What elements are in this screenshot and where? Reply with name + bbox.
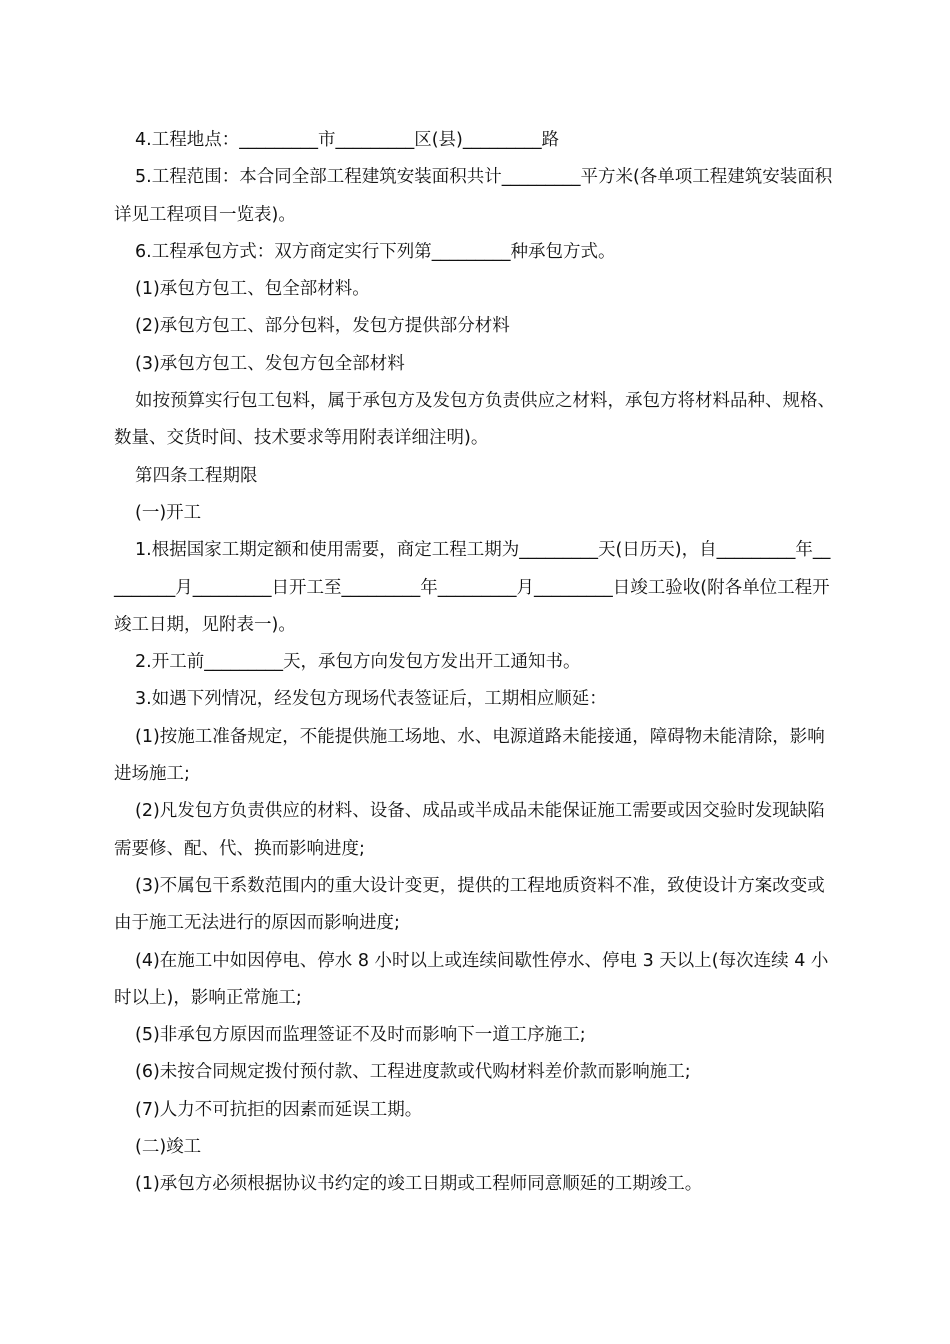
extension-item-5: (5)非承包方原因而监理签证不及时而影响下一道工序施工; (135, 1025, 586, 1046)
section-heading-article-4: 第四条工程期限 (135, 465, 258, 486)
clause-duration: 1.根据国家工期定额和使用需要，商定工程工期为_________天(日历天)，自_________年_________月_________日开工至_________年_________月_________日竣工验收(附各单位工程开竣工日期，见附表一)。 (114, 540, 831, 635)
subsection-heading-start: (一)开工 (135, 502, 202, 523)
material-note: 如按预算实行包工包料，属于承包方及发包方负责供应之材料，承包方将材料品种、规格、数量、交货时间、技术要求等用附表详细注明)。 (114, 391, 835, 449)
method-option-1: (1)承包方包工、包全部材料。 (135, 279, 370, 300)
method-option-2: (2)承包方包工、部分包料，发包方提供部分材料 (135, 316, 510, 337)
clause-contract-method: 6.工程承包方式：双方商定实行下列第_________种承包方式。 (135, 241, 616, 262)
extension-item-7: (7)人力不可抗拒的因素而延误工期。 (135, 1099, 423, 1120)
extension-item-4: (4)在施工中如因停电、停水 8 小时以上或连续间歇性停水、停电 3 天以上(每次连续 4 小时以上)，影响正常施工; (114, 950, 829, 1008)
extension-item-1: (1)按施工准备规定，不能提供施工场地、水、电源道路未能接通，障碍物未能清除，影响进场施工; (114, 726, 825, 785)
extension-item-2: (2)凡发包方负责供应的材料、设备、成品或半成品未能保证施工需要或因交验时发现缺陷需要修、配、代、换而影响进度; (114, 801, 825, 859)
completion-item-1: (1)承包方必须根据协议书约定的竣工日期或工程师同意顺延的工期竣工。 (135, 1174, 703, 1195)
clause-start-notice: 2.开工前_________天，承包方向发包方发出开工通知书。 (135, 652, 581, 673)
extension-item-3: (3)不属包干系数范围内的重大设计变更，提供的工程地质资料不准，致使设计方案改变或由于施工无法进行的原因而影响进度; (114, 875, 825, 934)
method-option-3: (3)承包方包工、发包方包全部材料 (135, 353, 405, 374)
clause-project-scope: 5.工程范围：本合同全部工程建筑安装面积共计_________平方米(各单项工程建筑安装面积详见工程项目一览表)。 (114, 167, 833, 225)
extension-item-6: (6)未按合同规定拨付预付款、工程进度款或代购材料差价款而影响施工; (135, 1062, 691, 1083)
clause-project-location: 4.工程地点：_________市_________区(县)_________路 (135, 130, 560, 150)
subsection-heading-completion: (二)竣工 (135, 1137, 202, 1158)
clause-extension-conditions: 3.如遇下列情况，经发包方现场代表签证后，工期相应顺延： (135, 689, 607, 710)
